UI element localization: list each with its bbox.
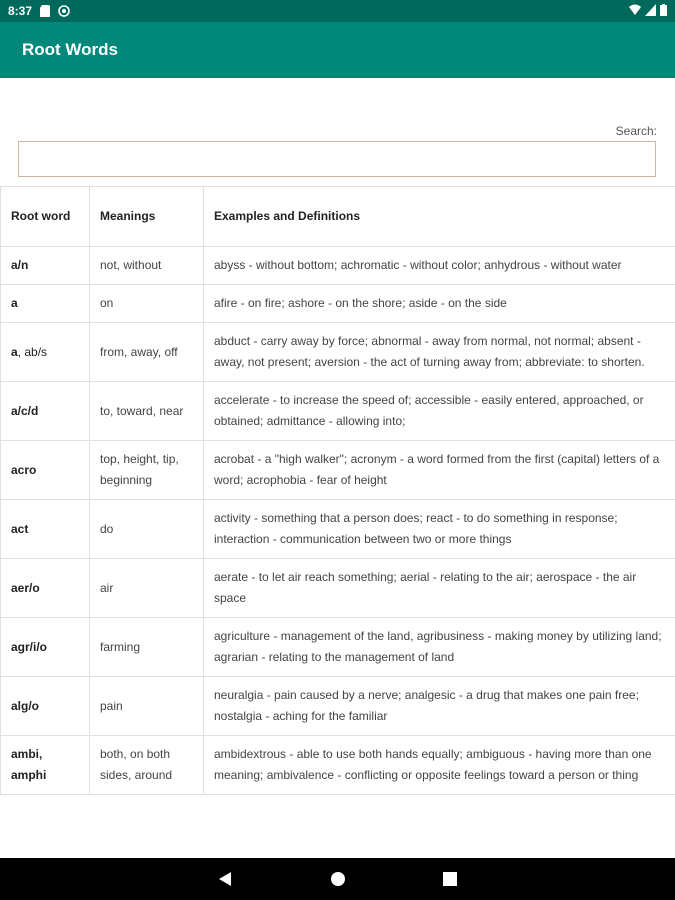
meaning-cell: not, without [90, 247, 204, 285]
root-cell: a [1, 285, 90, 323]
column-header-examples[interactable]: Examples and Definitions [204, 187, 675, 247]
root-cell: a/c/d [1, 382, 90, 441]
search-label: Search: [615, 124, 657, 138]
battery-icon [660, 4, 667, 19]
meaning-cell: air [90, 559, 204, 618]
root-cell [1, 323, 90, 382]
main-content[interactable] [0, 78, 675, 858]
examples-cell: agriculture - management of the land, agribusiness - making money by utilizing land; agrarian - relating to the management of land [204, 618, 675, 677]
root-words-table [0, 186, 675, 795]
status-bar [0, 0, 675, 22]
examples-cell: ambidextrous - able to use both hands equally; ambiguous - having more than one meaning; ambivalence - conflicting or opposite feelings toward a person or thing [204, 736, 675, 795]
meaning-cell: pain [90, 677, 204, 736]
meaning-cell: to, toward, near [90, 382, 204, 441]
table-row [1, 285, 675, 323]
table-row [1, 247, 675, 285]
examples-cell: activity - something that a person does; react - to do something in response; interaction - communication between two or more things [204, 500, 675, 559]
page-title: Root Words [22, 40, 119, 59]
back-icon[interactable] [205, 858, 245, 900]
table-row [1, 382, 675, 441]
root-text: a [11, 344, 18, 359]
examples-cell: acrobat - a "high walker"; acronym - a word formed from the first (capital) letters of a word; acrophobia - fear of height [204, 441, 675, 500]
table-row [1, 323, 675, 382]
examples-cell: aerate - to let air reach something; aerial - relating to the air; aerospace - the air space [204, 559, 675, 618]
meaning-cell: from, away, off [90, 323, 204, 382]
wifi-icon [629, 4, 641, 19]
examples-cell: neuralgia - pain caused by a nerve; analgesic - a drug that makes one pain free; nostalgia - aching for the familiar [204, 677, 675, 736]
root-cell: ambi, amphi [1, 736, 90, 795]
table-row [1, 441, 675, 500]
root-cell: aer/o [1, 559, 90, 618]
meaning-cell: do [90, 500, 204, 559]
root-cell: acro [1, 441, 90, 500]
table-row [1, 618, 675, 677]
column-header-root-word[interactable]: Root word [1, 187, 90, 247]
table-row [1, 677, 675, 736]
status-time: 8:37 [8, 4, 33, 18]
sd-card-icon [40, 5, 50, 17]
meaning-cell: farming [90, 618, 204, 677]
table-header-row [1, 187, 675, 247]
root-text-suffix: , ab/s [17, 344, 48, 359]
search-input[interactable] [18, 141, 656, 177]
root-cell: a/n [1, 247, 90, 285]
home-icon[interactable] [318, 858, 358, 900]
navigation-bar [0, 858, 675, 900]
sync-icon [58, 5, 70, 17]
root-cell: agr/i/o [1, 618, 90, 677]
examples-cell: abyss - without bottom; achromatic - without color; anhydrous - without water [204, 247, 675, 285]
app-bar [0, 22, 675, 78]
examples-cell: afire - on fire; ashore - on the shore; aside - on the side [204, 285, 675, 323]
table-row [1, 500, 675, 559]
examples-cell: accelerate - to increase the speed of; accessible - easily entered, approached, or obtained; admittance - allowing into; [204, 382, 675, 441]
table-row [1, 736, 675, 795]
meaning-cell: both, on both sides, around [90, 736, 204, 795]
examples-cell: abduct - carry away by force; abnormal - away from normal, not normal; absent - away, not present; aversion - the act of turning away from; abbreviate: to shorten. [204, 323, 675, 382]
meaning-cell: on [90, 285, 204, 323]
table-row [1, 559, 675, 618]
root-cell: act [1, 500, 90, 559]
column-header-meanings[interactable]: Meanings [90, 187, 204, 247]
recents-icon[interactable] [430, 858, 470, 900]
meaning-cell: top, height, tip, beginning [90, 441, 204, 500]
signal-icon [645, 4, 656, 19]
root-cell: alg/o [1, 677, 90, 736]
